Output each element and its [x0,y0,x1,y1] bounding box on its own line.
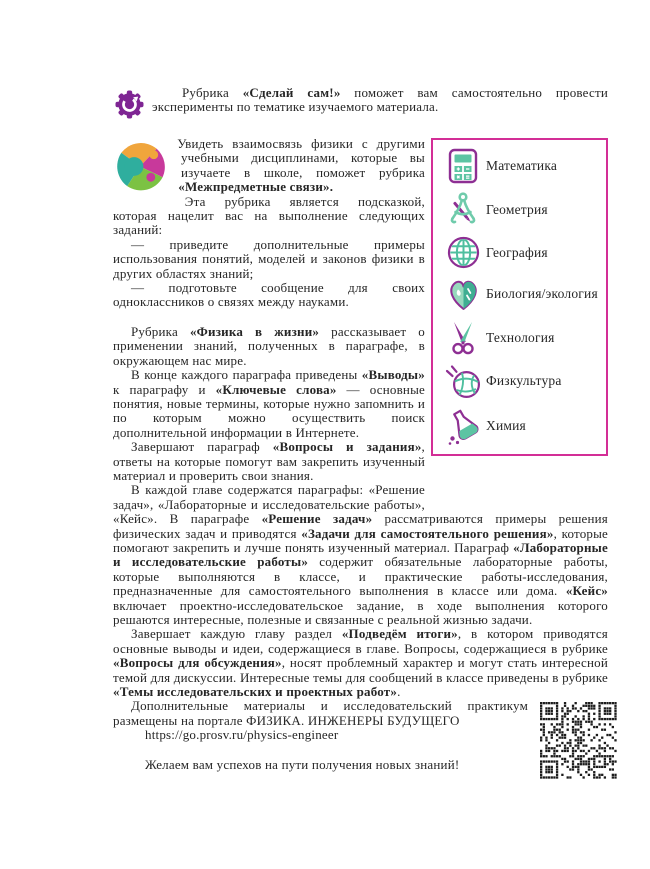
portal-note [113,699,608,772]
interdisciplinary-lead-text: Увидеть взаимосвязь физики с другими учебными дисциплинами, которые вы изучаете в школе, поможет рубрика «Межпредметные связи». [177,136,425,195]
globe-icon [440,236,486,269]
subject-row-pe [440,363,604,399]
subject-label: Физкультура [486,373,562,389]
subject-row-biology [440,276,604,312]
subjects-box [431,138,608,456]
subject-row-math [440,148,604,184]
scissors-icon [440,320,486,356]
subject-label: Биология/экология [486,286,598,302]
gear-icon [111,86,148,128]
subject-label: Химия [486,418,526,434]
subject-row-geography [440,236,604,269]
paragraph-questions-tasks: Завершают параграф «Вопросы и задания», ответы на которые помогут вам закрепить изученный материал и проверить свои знания. [113,439,425,483]
closing-wish: Желаем вам успехов на пути получения новых знаний! [145,756,460,772]
subject-row-geometry [440,191,604,229]
qr-code [540,702,617,779]
paragraph-chapter-summary: Завершает каждую главу раздел «Подведём итоги», в котором приводятся основные выводы и идеи, содержащиеся в главе. Вопросы, содержащиеся в рубрике «Вопросы для обсуждения», носят проблемный характер и могут стать интересной темой для дискуссии. Интересные темы для сообщений в классе приведены в рубрике «Темы исследовательских и проектных работ». [113,626,608,700]
drafting-compass-icon [440,191,486,229]
paragraph-physics-in-life: Рубрика «Физика в жизни» рассказывает о применении знаний, полученных в параграфе, в окружающем нас мире. [113,323,426,368]
interdisciplinary-hint: Эта рубрика является подсказкой, которая нацелит вас на выполнение следующих заданий: [113,193,425,238]
puzzle-circle-icon [111,138,169,195]
chemistry-flask-icon [440,406,486,446]
calculator-icon [440,148,486,184]
volleyball-icon [440,363,486,399]
subject-label: Математика [486,157,558,173]
do-it-yourself-note [113,86,608,124]
subject-label: Технология [486,329,555,345]
subject-label: География [486,244,548,260]
subject-label: Геометрия [486,201,548,217]
leaf-heart-icon [440,276,486,312]
page-content [113,86,608,781]
portal-text: Дополнительные материалы и исследовательский практикум размещены на портале ФИЗИКА. ИНЖЕНЕРЫ БУДУЩЕГО [113,698,528,728]
subject-row-technology [440,320,604,356]
subject-row-chemistry [440,406,604,446]
paragraph-chapter-structure: В каждой главе содержатся параграфы: «Решение задач», «Лабораторные и исследовательские работы», «Кейс». В параграфе «Решение задач» рассматриваются примеры решения физических задач и приводятся «Задачи для самостоятельного решения», которые помогают закрепить и лучше понять изученный материал. Параграф «Лабораторные и исследовательские работы» содержит обязательные лабораторные работы, которые выполняются в классе, и практические работы-исследования, предназначенные для самостоятельного выполнения в классе или дома. «Кейс» включает проектно-исследовательское задание, в ходе выполнения которого решаются интересные, полезные и связанные с реальной жизнью задачи. [113,482,609,627]
do-it-yourself-text: Рубрика «Сделай сам!» поможет вам самостоятельно провести эксперименты по тематике изучаемого материала. [152,85,608,115]
flow-section [113,137,608,699]
portal-url: https://go.prosv.ru/physics-engineer [145,727,339,743]
paragraph-conclusions-keywords: В конце каждого параграфа приведены «Выводы» к параграфу и «Ключевые слова» — основные понятия, новые термины, которые нужно запомнить и по которым можно осуществить поиск дополнительной информации в Интернете. [113,367,425,440]
interdisciplinary-bullet-2: — подготовьте сообщение для своих одноклассников о связях между науками. [113,280,425,310]
interdisciplinary-bullet-1: — приведите дополнительные примеры использования понятий, моделей и законов физики в других областях знаний; [113,236,425,281]
